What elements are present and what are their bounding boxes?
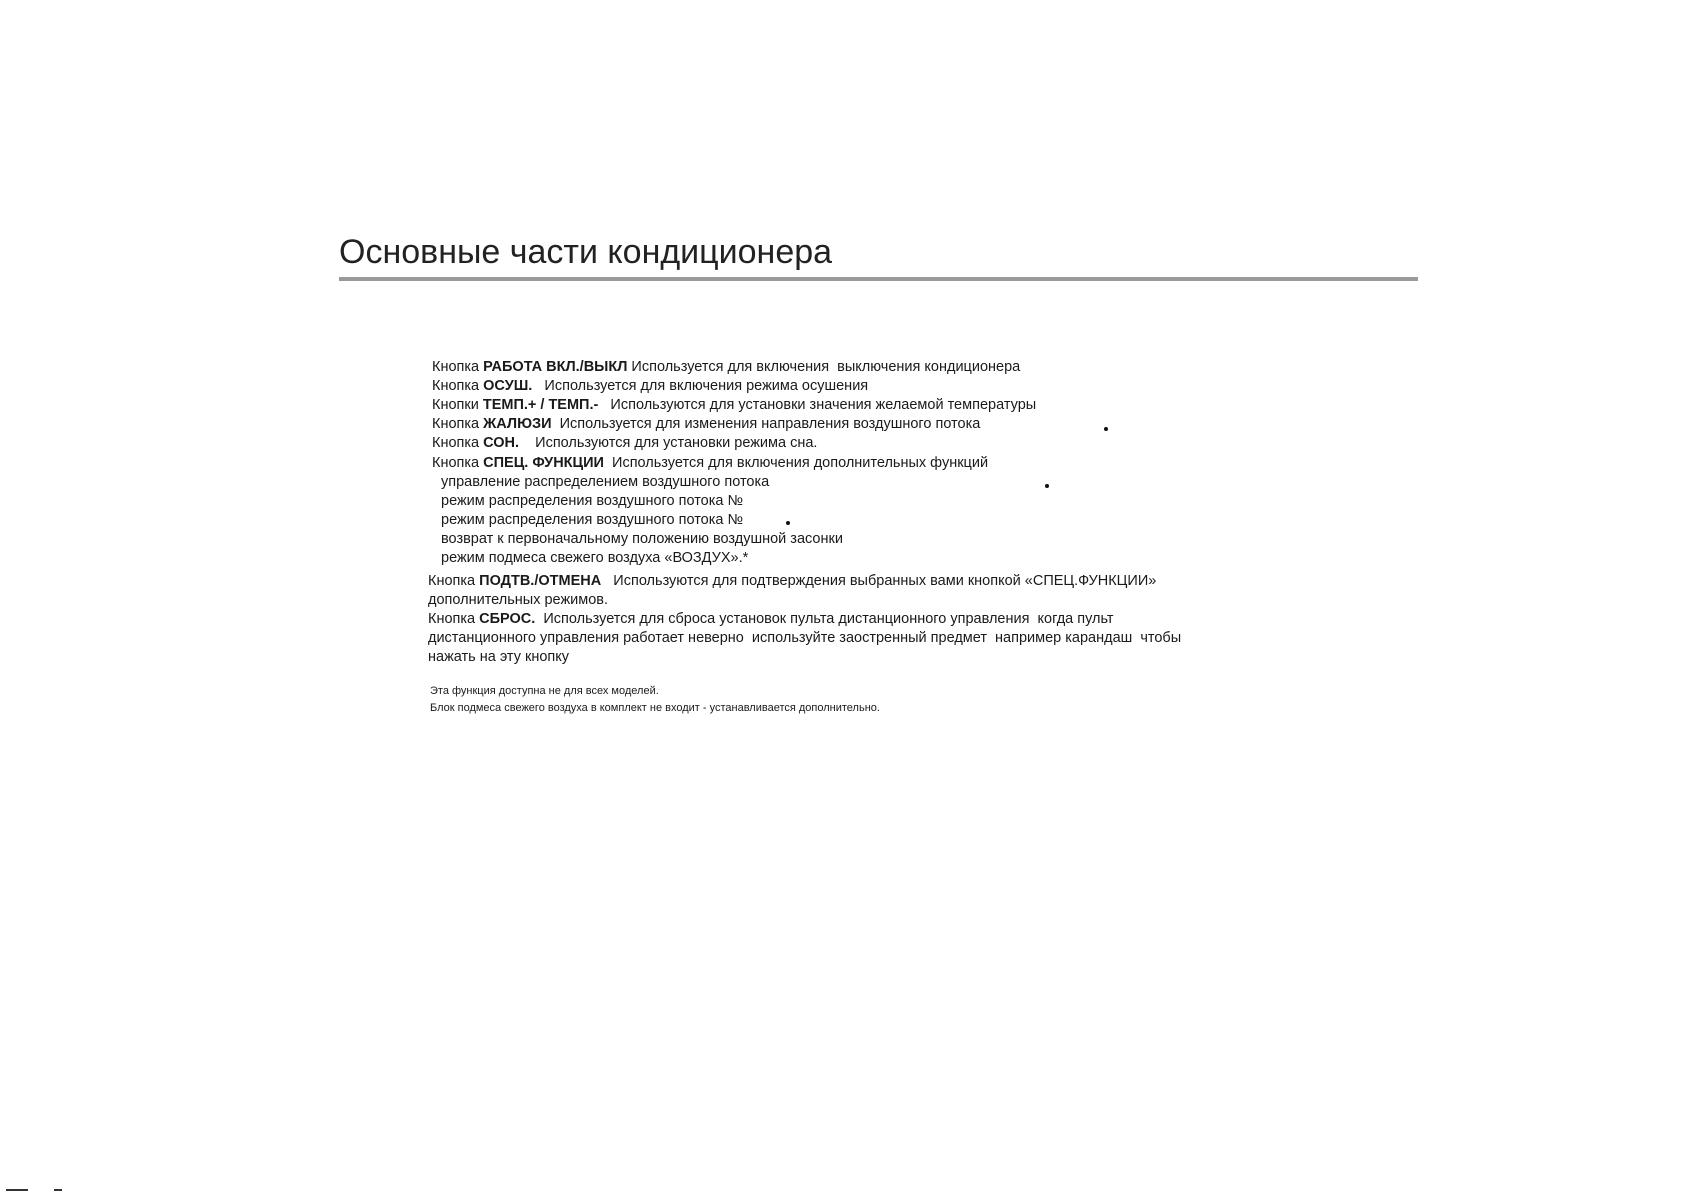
bullet-dot [1045,484,1049,488]
item-button-name: СБРОС. [479,611,536,627]
item-dry [432,377,868,395]
bullet-dot [1104,427,1108,431]
item-button-name: ТЕМП.+ / ТЕМП.- [482,397,599,413]
item-description: Используется для сброса установок пульта дистанционного управления когда пульт [535,611,1114,627]
item-prefix: Кнопка [432,455,484,471]
item-temp [432,396,1036,414]
item-description: Используется для включения дополнительных функций [603,455,989,471]
item-button-name: ОСУШ. [483,378,533,394]
item-prefix: Кнопка [432,359,484,375]
item-description: Используются для установки значения желаемой температуры [598,397,1037,413]
footnote: Эта функция доступна не для всех моделей. [430,685,659,697]
bullet-dot [786,521,790,525]
item-reset-cont2: нажать на эту кнопку [428,649,570,665]
item-description: Используются для подтверждения выбранных вами кнопкой «СПЕЦ.ФУНКЦИИ» [601,573,1157,589]
page-edge-mark [0,1186,70,1192]
item-description: Используется для включения режима осушения [532,378,869,394]
footnote: Блок подмеса свежего воздуха в комплект не входит - устанавливается дополнительно. [430,702,880,714]
sub-item: режим подмеса свежего воздуха «ВОЗДУХ».* [441,550,749,566]
item-button-name: СПЕЦ. ФУНКЦИИ [483,455,604,471]
item-reset-cont: дистанционного управления работает неверно используйте заостренный предмет например карандаш чтобы [428,630,1182,646]
item-prefix: Кнопка [428,611,480,627]
item-button-name: ПОДТВ./ОТМЕНА [479,573,602,589]
item-description: Используется для изменения направления воздушного потока [551,416,981,432]
item-power [432,358,1020,376]
item-description: Используется для включения выключения кондиционера [627,359,1021,375]
sub-item: возврат к первоначальному положению воздушной засонки [441,531,843,547]
sub-item: режим распределения воздушного потока № [441,493,744,509]
title-divider [339,277,1418,281]
item-button-name: ЖАЛЮЗИ [483,416,552,432]
item-sleep [432,434,817,452]
item-button-name: СОН. [483,435,520,451]
sub-item: управление распределением воздушного потока [441,474,770,490]
item-confirm-cont: дополнительных режимов. [428,592,609,608]
item-button-name: РАБОТА ВКЛ./ВЫКЛ [483,359,628,375]
item-confirm [428,572,1156,590]
page-title: Основные части кондиционера [339,233,833,271]
item-louver [432,415,980,433]
item-prefix: Кнопка [432,435,484,451]
sub-item: режим распределения воздушного потока № [441,512,744,528]
item-prefix: Кнопка [432,378,484,394]
item-prefix: Кнопка [428,573,480,589]
item-prefix: Кнопки [432,397,483,413]
item-special [432,454,988,472]
item-reset [428,610,1114,628]
item-prefix: Кнопка [432,416,484,432]
item-description: Используются для установки режима сна. [519,435,818,451]
